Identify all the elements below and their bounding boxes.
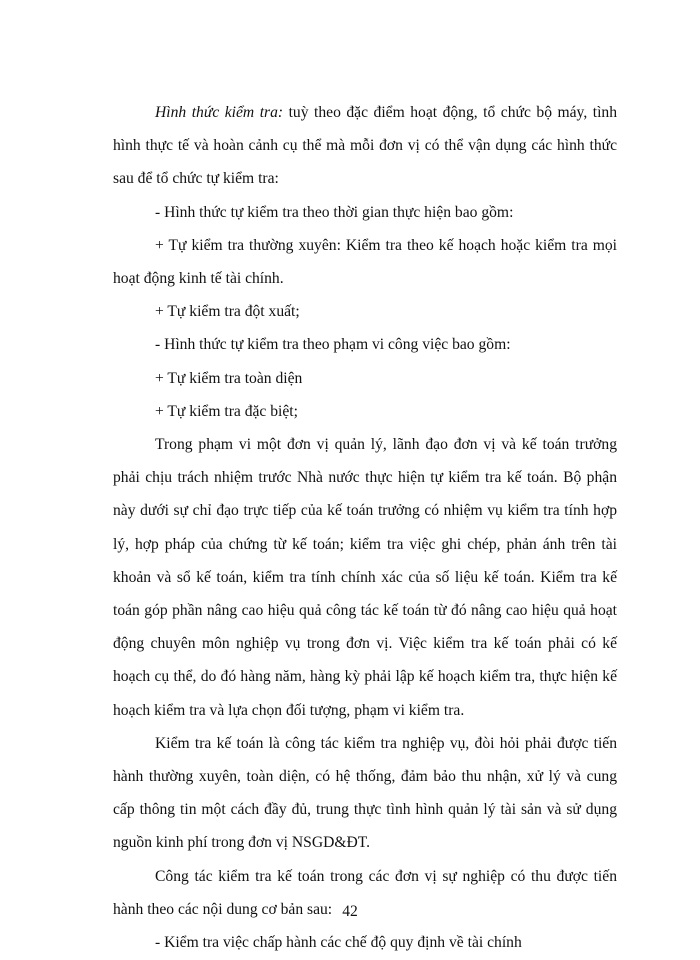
paragraph-special-inspection: + Tự kiểm tra đặc biệt; — [155, 402, 298, 420]
paragraph-inspection-forms — [113, 96, 617, 196]
paragraph-accounting-inspection: Kiểm tra kế toán là công tác kiểm tra nghiệp vụ, đòi hỏi phải được tiến hành thường xuyên, toàn diện, có hệ thống, đảm bảo thu nhận, xử lý và cung cấp thông tin một cách đầy đủ, trung thực tình hình quản lý tài sản và sử dụng nguồn kinh phí trong đơn vị NSGD&ĐT. — [113, 734, 617, 852]
italic-lead: Hình thức kiểm tra: — [155, 104, 284, 121]
page-number: 42 — [342, 903, 358, 920]
paragraph-financial-compliance: - Kiểm tra việc chấp hành các chế độ quy định về tài chính — [155, 934, 522, 952]
paragraph-comprehensive-inspection: + Tự kiểm tra toàn diện — [155, 369, 303, 387]
paragraph-time-based-forms: - Hình thức tự kiểm tra theo thời gian thực hiện bao gồm: — [155, 203, 514, 221]
paragraph-responsibility: Trong phạm vi một đơn vị quản lý, lãnh đạo đơn vị và kế toán trưởng phải chịu trách nhiệm trước Nhà nước thực hiện tự kiểm tra kế toán. Bộ phận này dưới sự chỉ đạo trực tiếp của kế toán trưởng có nhiệm vụ kiểm tra tính hợp lý, hợp pháp của chứng từ kế toán; kiểm tra việc ghi chép, phản ánh trên tài khoản và sổ kế toán, kiểm tra tính chính xác của số liệu kế toán. Kiểm tra kế toán góp phần nâng cao hiệu quả công tác kế toán từ đó nâng cao hiệu quả hoạt động chuyên môn nghiệp vụ trong đơn vị. Việc kiểm tra kế toán phải có kế hoạch cụ thể, do đó hàng năm, hàng kỳ phải lập kế hoạch kiểm tra, thực hiện kế hoạch kiểm tra và lựa chọn đối tượng, phạm vi kiểm tra. — [113, 436, 617, 719]
paragraph-inspection-contents: Công tác kiểm tra kế toán trong các đơn vị sự nghiệp có thu được tiến hành theo các nội dung cơ bản sau: — [113, 867, 617, 918]
paragraph-unscheduled-inspection: + Tự kiểm tra đột xuất; — [155, 303, 300, 321]
paragraph-regular-inspection: + Tự kiểm tra thường xuyên: Kiểm tra theo kế hoạch hoặc kiểm tra mọi hoạt động kinh tế tài chính. — [113, 236, 617, 288]
paragraph-scope-based-forms: - Hình thức tự kiểm tra theo phạm vi công việc bao gồm: — [155, 336, 511, 354]
body-text — [113, 96, 617, 959]
paragraph-text: tuỳ theo đặc điểm hoạt động, tổ chức bộ máy, tình hình thực tế và hoàn cảnh cụ thể mà mỗi đơn vị có thể vận dụng các hình thức sau để tổ chức tự kiểm tra: — [113, 104, 617, 188]
